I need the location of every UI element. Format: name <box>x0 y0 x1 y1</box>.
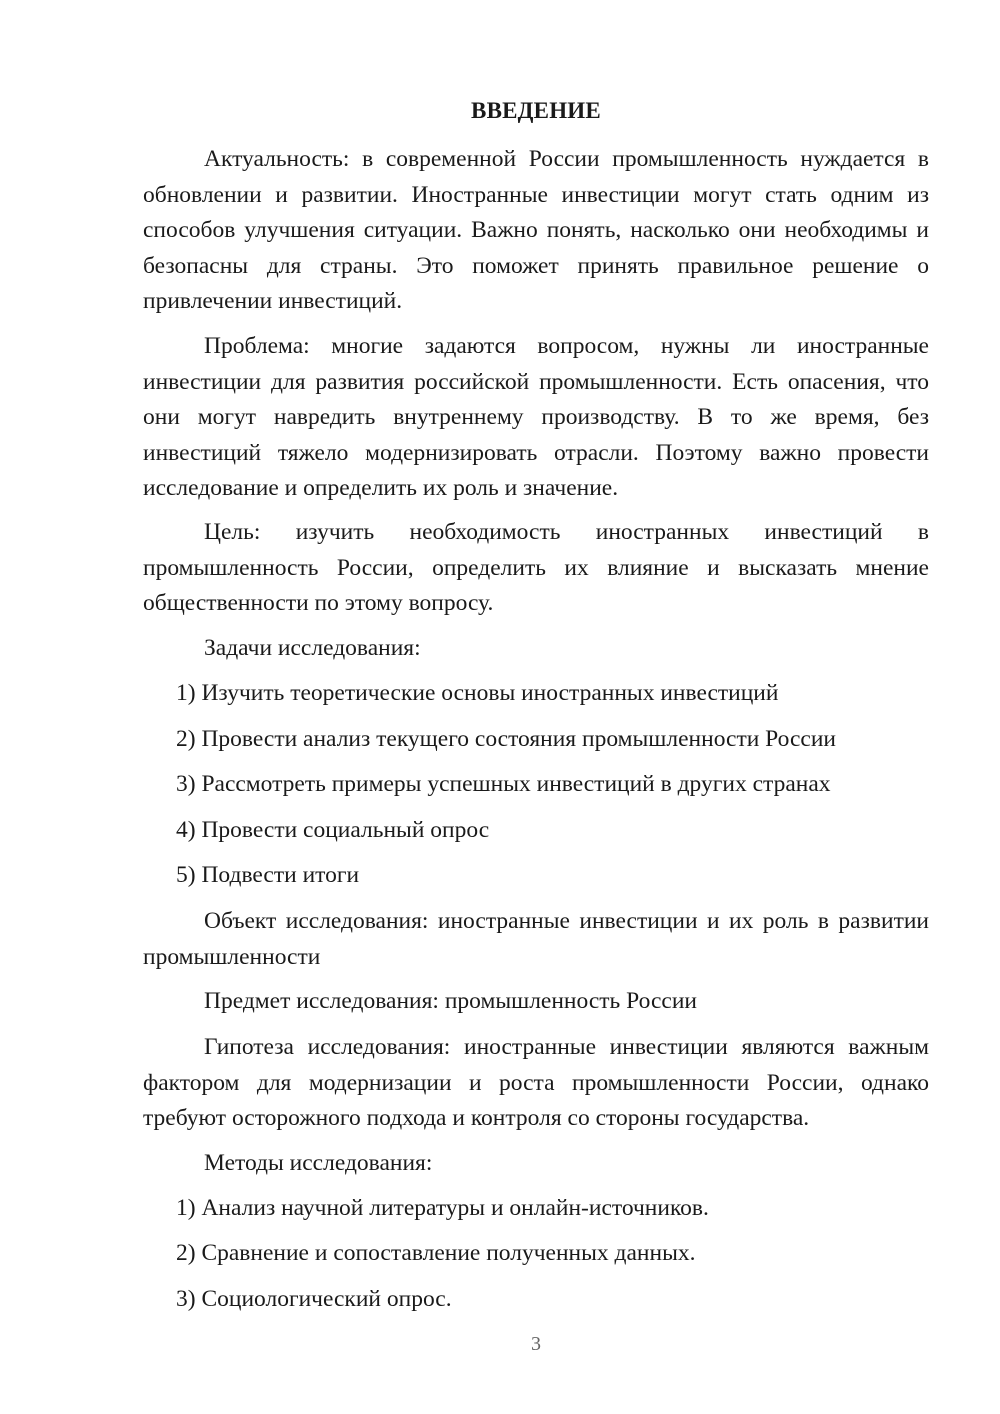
list-item: 5) Подвести итоги <box>176 862 360 888</box>
page-number: 3 <box>531 1333 541 1355</box>
methods-item-3-block <box>143 1282 929 1318</box>
tasks-item-2-block <box>143 722 929 758</box>
object-block <box>143 904 929 975</box>
methods-item-2-block <box>143 1236 929 1272</box>
tasks-heading-block <box>143 631 929 667</box>
list-item: 1) Изучить теоретические основы иностранных инвестиций <box>176 680 779 706</box>
list-item: 3) Социологический опрос. <box>176 1286 452 1312</box>
tasks-item-1-block <box>143 676 929 712</box>
hypothesis-paragraph: Гипотеза исследования: иностранные инвестиции являются важным фактором для модернизации и роста промышленности России, однако требуют осторожного подхода и контроля со стороны государства. <box>143 1034 929 1131</box>
list-item: 3) Рассмотреть примеры успешных инвестиций в других странах <box>176 771 831 797</box>
relevance-paragraph: Актуальность: в современной России промышленность нуждается в обновлении и развитии. Иностранные инвестиции могут стать одним из способов улучшения ситуации. Важно понять, насколько они необходимы и безопасны для страны. Это поможет принять правильное решение о привлечении инвестиций. <box>143 146 929 314</box>
tasks-heading: Задачи исследования: <box>204 635 421 661</box>
page-title: ВВЕДЕНИЕ <box>471 98 601 123</box>
list-item: 2) Сравнение и сопоставление полученных данных. <box>176 1240 696 1266</box>
list-item: 2) Провести анализ текущего состояния промышленности России <box>176 726 837 752</box>
methods-heading: Методы исследования: <box>204 1150 433 1176</box>
methods-heading-block <box>143 1146 929 1182</box>
subject-block <box>143 984 929 1020</box>
tasks-item-4-block <box>143 813 929 849</box>
list-item: 4) Провести социальный опрос <box>176 817 490 843</box>
methods-item-1-block <box>143 1191 929 1227</box>
goal-paragraph: Цель: изучить необходимость иностранных инвестиций в промышленность России, определить их влияние и высказать мнение общественности по этому вопросу. <box>143 519 929 616</box>
tasks-item-5-block <box>143 858 929 894</box>
subject-paragraph: Предмет исследования: промышленность России <box>204 988 697 1014</box>
problem-paragraph: Проблема: многие задаются вопросом, нужны ли иностранные инвестиции для развития российской промышленности. Есть опасения, что они могут навредить внутреннему производству. В то же время, без инвестиций тяжело модернизировать отрасли. Поэтому важно провести исследование и определить их роль и значение. <box>143 333 929 501</box>
object-paragraph: Объект исследования: иностранные инвестиции и их роль в развитии промышленности <box>143 908 929 970</box>
document-body <box>143 142 929 320</box>
tasks-item-3-block <box>143 767 929 803</box>
document-body-goal <box>143 515 929 622</box>
document-body-problem <box>143 329 929 507</box>
list-item: 1) Анализ научной литературы и онлайн-источников. <box>176 1195 709 1221</box>
hypothesis-block <box>143 1030 929 1137</box>
